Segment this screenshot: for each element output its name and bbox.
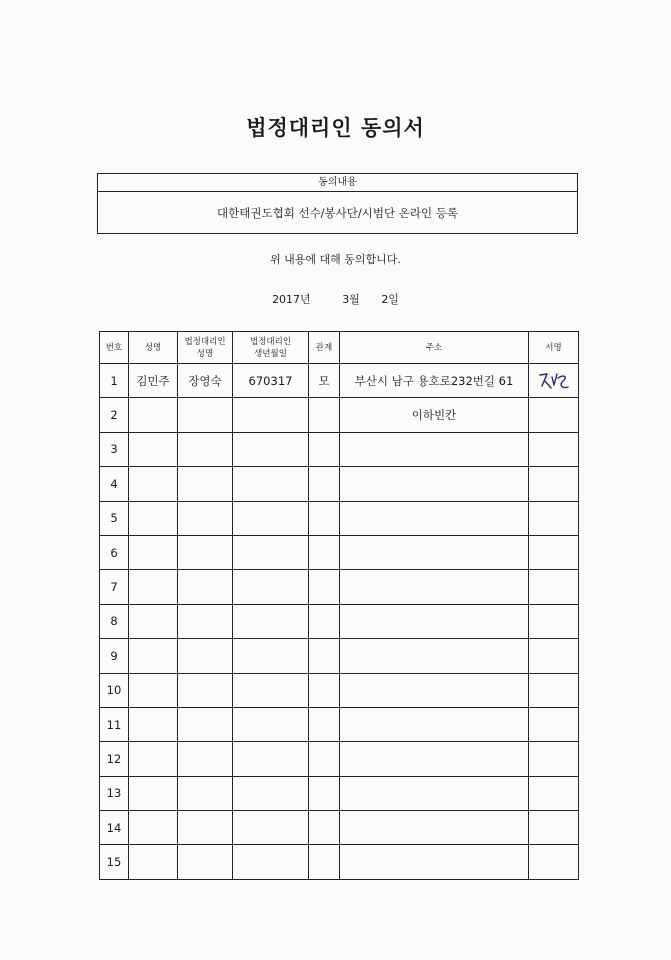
cell-relation [309,811,340,845]
cell-no: 1 [100,364,129,398]
cell-relation [309,639,340,673]
cell-signature [529,467,579,501]
table-row [100,742,579,776]
cell-signature [529,398,579,432]
table-row [100,673,579,707]
cell-relation [309,398,340,432]
cell-guardian [178,570,233,604]
cell-guardian [178,776,233,810]
guardian-roster-table [99,331,579,880]
cell-name: 김민주 [129,364,178,398]
header-guardian-birth-line1: 법정대리인 [249,336,292,347]
cell-no: 12 [100,742,129,776]
cell-guardian [178,742,233,776]
cell-relation [309,776,340,810]
cell-birth [233,535,309,569]
cell-birth [233,707,309,741]
cell-address [340,501,529,535]
cell-no: 8 [100,604,129,638]
table-row [100,570,579,604]
cell-address [340,845,529,879]
cell-no: 3 [100,432,129,466]
consent-content-box [97,173,578,234]
cell-birth [233,501,309,535]
consent-box-content: 대한태권도협회 선수/봉사단/시범단 온라인 등록 [217,206,458,220]
cell-birth [233,845,309,879]
table-row [100,707,579,741]
cell-guardian [178,432,233,466]
cell-relation [309,535,340,569]
cell-relation [309,707,340,741]
cell-name [129,811,178,845]
cell-no: 14 [100,811,129,845]
cell-relation [309,742,340,776]
cell-no: 4 [100,467,129,501]
cell-relation [309,432,340,466]
cell-address [340,811,529,845]
cell-signature [529,811,579,845]
cell-name [129,501,178,535]
cell-guardian [178,467,233,501]
cell-guardian: 장영숙 [178,364,233,398]
cell-guardian [178,535,233,569]
cell-guardian [178,673,233,707]
table-row [100,604,579,638]
date-month: 3월 [342,293,360,306]
cell-signature [529,364,579,398]
cell-signature [529,432,579,466]
handwritten-signature [537,369,571,393]
cell-signature [529,501,579,535]
cell-birth [233,467,309,501]
cell-guardian [178,604,233,638]
cell-name [129,845,178,879]
table-row [100,845,579,879]
cell-signature [529,604,579,638]
cell-relation [309,845,340,879]
cell-address [340,673,529,707]
cell-no: 11 [100,707,129,741]
cell-no: 7 [100,570,129,604]
cell-address [340,639,529,673]
table-row [100,467,579,501]
cell-guardian [178,845,233,879]
cell-birth [233,570,309,604]
cell-address [340,467,529,501]
cell-birth: 670317 [233,364,309,398]
cell-birth [233,776,309,810]
header-guardian-name-line2: 성명 [196,348,214,359]
cell-address [340,535,529,569]
cell-signature [529,742,579,776]
cell-address [340,570,529,604]
header-name: 성명 [129,332,178,364]
cell-no: 5 [100,501,129,535]
cell-signature [529,639,579,673]
cell-birth [233,398,309,432]
cell-no: 15 [100,845,129,879]
cell-address [340,604,529,638]
cell-name [129,467,178,501]
cell-address [340,432,529,466]
table-row [100,364,579,398]
table-row [100,776,579,810]
table-row [100,432,579,466]
cell-guardian [178,639,233,673]
cell-relation [309,604,340,638]
cell-name [129,707,178,741]
page-title: 법정대리인 동의서 [246,116,425,140]
cell-name [129,673,178,707]
cell-address: 부산시 남구 용호로232번길 61 [340,364,529,398]
cell-name [129,570,178,604]
cell-name [129,639,178,673]
cell-birth [233,604,309,638]
table-row [100,811,579,845]
cell-guardian [178,501,233,535]
cell-birth [233,673,309,707]
cell-no: 6 [100,535,129,569]
cell-name [129,432,178,466]
header-no: 번호 [100,332,129,364]
cell-relation [309,501,340,535]
cell-signature [529,673,579,707]
table-row [100,535,579,569]
cell-address [340,707,529,741]
cell-name [129,742,178,776]
cell-birth [233,742,309,776]
cell-relation [309,570,340,604]
cell-name [129,604,178,638]
cell-signature [529,535,579,569]
header-address: 주소 [340,332,529,364]
cell-name [129,398,178,432]
cell-relation: 모 [309,364,340,398]
table-row [100,398,579,432]
agree-statement: 위 내용에 대해 동의합니다. [270,253,401,266]
cell-no: 9 [100,639,129,673]
header-guardian-name-line1: 법정대리인 [184,336,226,347]
cell-name [129,535,178,569]
cell-guardian [178,811,233,845]
cell-signature [529,707,579,741]
table-header-row [100,332,579,364]
date-year: 2017년 [272,293,311,306]
cell-guardian [178,398,233,432]
header-guardian-birth [233,332,309,364]
cell-signature [529,776,579,810]
cell-birth [233,432,309,466]
date-day: 2일 [381,293,399,306]
cell-name [129,776,178,810]
consent-date [0,291,671,307]
cell-address: 이하빈칸 [340,398,529,432]
header-guardian-name [178,332,233,364]
cell-signature [529,570,579,604]
cell-address [340,742,529,776]
cell-birth [233,811,309,845]
table-row [100,639,579,673]
consent-box-header: 동의내용 [98,174,577,192]
cell-no: 2 [100,398,129,432]
cell-address [340,776,529,810]
cell-signature [529,845,579,879]
cell-relation [309,467,340,501]
table-row [100,501,579,535]
cell-relation [309,673,340,707]
header-signature: 서명 [529,332,579,364]
cell-guardian [178,707,233,741]
cell-no: 10 [100,673,129,707]
cell-no: 13 [100,776,129,810]
cell-birth [233,639,309,673]
header-relation: 관계 [309,332,340,364]
header-guardian-birth-line2: 생년월일 [254,348,287,359]
